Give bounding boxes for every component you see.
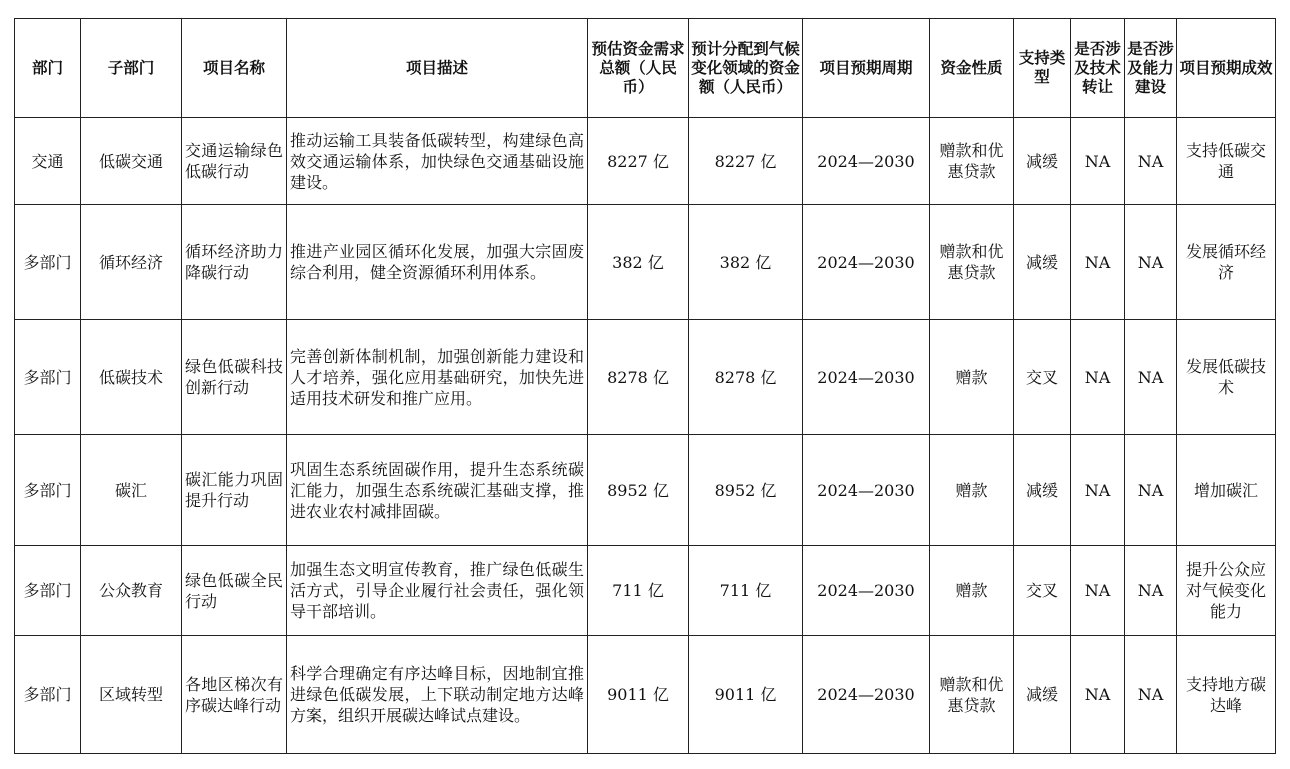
cell-climate-allocation: 8278 亿	[689, 320, 803, 435]
cell-tech-transfer: NA	[1071, 320, 1125, 435]
cell-period: 2024—2030	[803, 205, 930, 320]
cell-funding-nature: 赠款	[930, 320, 1014, 435]
table-row	[15, 636, 1276, 754]
cell-climate-allocation: 9011 亿	[689, 636, 803, 754]
cell-support-type: 减缓	[1014, 636, 1071, 754]
cell-funding-nature: 赠款	[930, 435, 1014, 546]
header-subdept: 子部门	[81, 19, 182, 118]
cell-outcome: 支持地方碳达峰	[1177, 636, 1276, 754]
cell-climate-allocation: 8227 亿	[689, 118, 803, 205]
header-period: 项目预期周期	[803, 19, 930, 118]
cell-tech-transfer: NA	[1071, 546, 1125, 636]
cell-dept: 多部门	[15, 636, 81, 754]
header-climate-allocation: 预计分配到气候变化领域的资金额（人民币）	[689, 19, 803, 118]
cell-subdept: 低碳交通	[81, 118, 182, 205]
cell-project-desc: 加强生态文明宣传教育，推广绿色低碳生活方式，引导企业履行社会责任，强化领导干部培训。	[287, 546, 588, 636]
cell-climate-allocation: 8952 亿	[689, 435, 803, 546]
cell-subdept: 低碳技术	[81, 320, 182, 435]
cell-total-funding: 8278 亿	[588, 320, 689, 435]
cell-period: 2024—2030	[803, 118, 930, 205]
cell-total-funding: 8952 亿	[588, 435, 689, 546]
cell-project-desc: 巩固生态系统固碳作用，提升生态系统碳汇能力，加强生态系统碳汇基础支撑，推进农业农村减排固碳。	[287, 435, 588, 546]
cell-period: 2024—2030	[803, 636, 930, 754]
cell-dept: 多部门	[15, 435, 81, 546]
header-total-funding: 预估资金需求总额（人民币）	[588, 19, 689, 118]
cell-subdept: 循环经济	[81, 205, 182, 320]
cell-climate-allocation: 711 亿	[689, 546, 803, 636]
cell-subdept: 公众教育	[81, 546, 182, 636]
header-funding-nature: 资金性质	[930, 19, 1014, 118]
cell-support-type: 减缓	[1014, 118, 1071, 205]
cell-tech-transfer: NA	[1071, 435, 1125, 546]
table-row	[15, 118, 1276, 205]
header-project-desc: 项目描述	[287, 19, 588, 118]
cell-tech-transfer: NA	[1071, 118, 1125, 205]
cell-total-funding: 711 亿	[588, 546, 689, 636]
cell-outcome: 提升公众应对气候变化能力	[1177, 546, 1276, 636]
cell-capacity-building: NA	[1125, 435, 1177, 546]
cell-dept: 多部门	[15, 320, 81, 435]
table-row	[15, 546, 1276, 636]
cell-support-type: 减缓	[1014, 205, 1071, 320]
header-capacity-building: 是否涉及能力建设	[1125, 19, 1177, 118]
cell-outcome: 支持低碳交通	[1177, 118, 1276, 205]
header-outcome: 项目预期成效	[1177, 19, 1276, 118]
cell-capacity-building: NA	[1125, 118, 1177, 205]
cell-project-desc: 完善创新体制机制，加强创新能力建设和人才培养，强化应用基础研究，加快先进适用技术研发和推广应用。	[287, 320, 588, 435]
cell-total-funding: 9011 亿	[588, 636, 689, 754]
table-row	[15, 205, 1276, 320]
cell-dept: 交通	[15, 118, 81, 205]
cell-project-desc: 推进产业园区循环化发展，加强大宗固废综合利用，健全资源循环利用体系。	[287, 205, 588, 320]
cell-subdept: 碳汇	[81, 435, 182, 546]
header-tech-transfer: 是否涉及技术转让	[1071, 19, 1125, 118]
cell-period: 2024—2030	[803, 435, 930, 546]
table-row	[15, 320, 1276, 435]
cell-total-funding: 8227 亿	[588, 118, 689, 205]
cell-outcome: 增加碳汇	[1177, 435, 1276, 546]
cell-climate-allocation: 382 亿	[689, 205, 803, 320]
cell-dept: 多部门	[15, 546, 81, 636]
cell-subdept: 区域转型	[81, 636, 182, 754]
header-dept: 部门	[15, 19, 81, 118]
cell-support-type: 交叉	[1014, 320, 1071, 435]
cell-capacity-building: NA	[1125, 205, 1177, 320]
cell-project-name: 交通运输绿色低碳行动	[182, 118, 287, 205]
table-row	[15, 435, 1276, 546]
cell-capacity-building: NA	[1125, 320, 1177, 435]
cell-total-funding: 382 亿	[588, 205, 689, 320]
cell-funding-nature: 赠款和优惠贷款	[930, 636, 1014, 754]
header-project-name: 项目名称	[182, 19, 287, 118]
climate-finance-table	[14, 18, 1276, 754]
cell-tech-transfer: NA	[1071, 636, 1125, 754]
cell-dept: 多部门	[15, 205, 81, 320]
cell-capacity-building: NA	[1125, 546, 1177, 636]
cell-project-name: 绿色低碳科技创新行动	[182, 320, 287, 435]
cell-funding-nature: 赠款和优惠贷款	[930, 118, 1014, 205]
cell-outcome: 发展低碳技术	[1177, 320, 1276, 435]
cell-support-type: 交叉	[1014, 546, 1071, 636]
cell-project-name: 各地区梯次有序碳达峰行动	[182, 636, 287, 754]
cell-period: 2024—2030	[803, 546, 930, 636]
cell-period: 2024—2030	[803, 320, 930, 435]
cell-outcome: 发展循环经济	[1177, 205, 1276, 320]
cell-capacity-building: NA	[1125, 636, 1177, 754]
cell-tech-transfer: NA	[1071, 205, 1125, 320]
cell-support-type: 减缓	[1014, 435, 1071, 546]
cell-project-name: 绿色低碳全民行动	[182, 546, 287, 636]
cell-project-name: 循环经济助力降碳行动	[182, 205, 287, 320]
table-header-row	[15, 19, 1276, 118]
cell-project-desc: 推动运输工具装备低碳转型，构建绿色高效交通运输体系，加快绿色交通基础设施建设。	[287, 118, 588, 205]
cell-project-desc: 科学合理确定有序达峰目标，因地制宜推进绿色低碳发展，上下联动制定地方达峰方案，组织开展碳达峰试点建设。	[287, 636, 588, 754]
cell-project-name: 碳汇能力巩固提升行动	[182, 435, 287, 546]
cell-funding-nature: 赠款	[930, 546, 1014, 636]
cell-funding-nature: 赠款和优惠贷款	[930, 205, 1014, 320]
header-support-type: 支持类型	[1014, 19, 1071, 118]
